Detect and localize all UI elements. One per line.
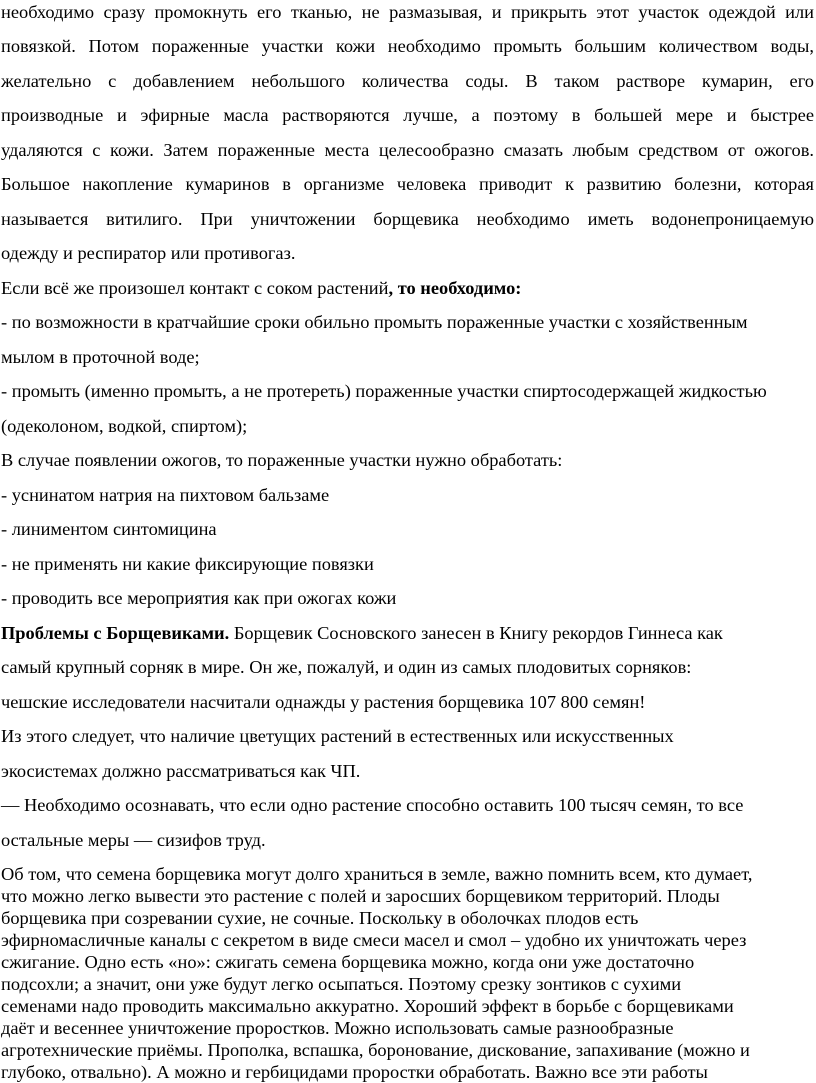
text-line: семенами надо проводить максимально аккуратно. Хороший эффект в борьбе с борщевиками — [1, 996, 734, 1016]
list-item: - уснинатом натрия на пихтовом бальзаме — [1, 485, 330, 505]
text-line: самый крупный сорняк в мире. Он же, пожалуй, и один из самых плодовитых сорняков: — [1, 657, 692, 677]
text-line: необходимо сразу промокнуть его тканью, не размазывая, и прикрыть этот участок одеждой или — [1, 2, 814, 22]
text-line: агротехнические приёмы. Прополка, вспашка, боронование, дискование, запахивание (можно и — [1, 1040, 750, 1060]
text-line: Об том, что семена борщевика могут долго храниться в земле, важно помнить всем, кто думает, — [1, 864, 753, 884]
list-item: - линиментом синтомицина — [1, 519, 217, 539]
list-item: - проводить все мероприятия как при ожогах кожи — [1, 588, 397, 608]
burns-intro: В случае появлении ожогов, то пораженные участки нужно обработать: — [1, 450, 563, 470]
text-line: даёт и весеннее уничтожение проростков. Можно использовать самые разнообразные — [1, 1018, 674, 1038]
list-item: - не применять ни какие фиксирующие повязки — [1, 554, 374, 574]
text-line: желательно с добавлением небольшого количества соды. В таком растворе кумарин, его — [1, 71, 814, 91]
text-line: борщевика при созревании сухие, не сочные. Поскольку в оболочках плодов есть — [1, 908, 639, 928]
text-line: одежду и респиратор или противогаз. — [1, 243, 296, 263]
list-item: - промыть (именно промыть, а не протереть) пораженные участки спиртосодержащей жидкостью — [1, 381, 767, 401]
list-item: - по возможности в кратчайшие сроки обильно промыть пораженные участки с хозяйственным — [1, 312, 748, 332]
problems-text: Борщевик Сосновского занесен в Книгу рекордов Гиннеса как — [229, 623, 723, 643]
text-line: — Необходимо осознавать, что если одно растение способно оставить 100 тысяч семян, то все — [1, 795, 744, 815]
text-line: производные и эфирные масла растворяются лучше, а поэтому в большей мере и быстрее — [1, 105, 814, 125]
text-line: подсохли; а значит, они уже будут легко осыпаться. Поэтому срезку зонтиков с сухими — [1, 974, 682, 994]
text-line: что можно легко вывести это растение с полей и заросших борщевиком территорий. Плоды — [1, 886, 720, 906]
text-line: Из этого следует, что наличие цветущих растений в естественных или искусственных — [1, 726, 674, 746]
text-line: называется витилиго. При уничтожении борщевика необходимо иметь водонепроницаемую — [1, 209, 814, 229]
problems-line — [1, 622, 723, 644]
contact-intro-bold: , то необходимо: — [388, 278, 522, 298]
text-line: удаляются с кожи. Затем пораженные места целесообразно смазать любым средством от ожогов. — [1, 140, 814, 160]
text-line: глубоко, отвально). А можно и гербицидами проростки обработать. Важно все эти работы — [1, 1062, 708, 1082]
text-line: чешские исследователи насчитали однажды у растения борщевика 107 800 семян! — [1, 692, 646, 712]
text-line: остальные меры — сизифов труд. — [1, 830, 266, 850]
text-line: сжигание. Одно есть «но»: сжигать семена борщевика можно, когда они уже достаточно — [1, 952, 695, 972]
contact-intro: Если всё же произошел контакт с соком растений — [1, 278, 389, 298]
list-item: мылом в проточной воде; — [1, 347, 200, 367]
text-line: повязкой. Потом пораженные участки кожи необходимо промыть большим количеством воды, — [1, 36, 814, 56]
contact-intro-line — [1, 277, 521, 299]
text-line: эфирномасличные каналы с секретом в виде смеси масел и смол – удобно их уничтожать через — [1, 930, 747, 950]
text-line: Большое накопление кумаринов в организме человека приводит к развитию болезни, которая — [1, 174, 814, 194]
text-line: экосистемах должно рассматриваться как ЧП. — [1, 761, 361, 781]
list-item: (одеколоном, водкой, спиртом); — [1, 416, 248, 436]
section-heading: Проблемы с Борщевиками. — [1, 623, 230, 643]
